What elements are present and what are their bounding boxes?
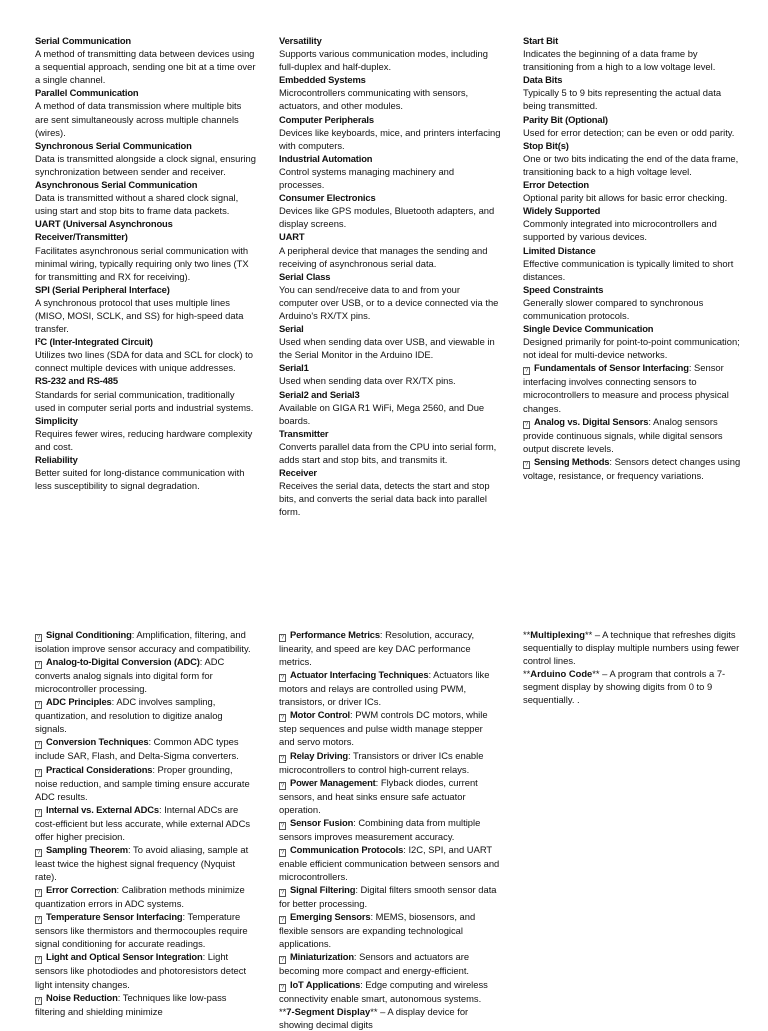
glossary-entry [279, 388, 501, 427]
entry-term: SPI (Serial Peripheral Interface) [35, 283, 170, 295]
entry-definition: : Resolution, accuracy, linearity, and speed are key DAC performance metrics. [279, 629, 475, 668]
entry-definition: : Sensor interfacing involves connecting sensors to microcontrollers to measure and process physical changes. [523, 362, 729, 414]
entry-definition: : I2C, SPI, and UART enable efficient communication between sensors and microcontrollers. [279, 843, 500, 883]
entry-definition: : Proper grounding, noise reduction, and sample timing ensure accurate ADC results. [35, 763, 250, 802]
entry-term: Parity Bit (Optional) [523, 113, 608, 125]
bullet-box-icon: ? [524, 421, 529, 428]
entry-definition: : PWM controls DC motors, while step sequences and pulse width manage stepper and servo motors. [279, 709, 488, 748]
entry-term: UART [279, 231, 305, 243]
entry-term: Practical Considerations [46, 763, 153, 775]
entry-term: Serial2 and Serial3 [279, 388, 360, 400]
entry-term: Internal vs. External ADCs [46, 803, 159, 815]
entry-term: UART (Universal Asynchronous Receiver/Transmitter) [35, 218, 173, 243]
bullet-entry [279, 816, 501, 843]
entry-term: Receiver [279, 467, 317, 479]
bullet-box-icon: ? [36, 662, 41, 669]
glossary-entry [35, 414, 257, 453]
entry-term: Emerging Sensors [290, 911, 371, 923]
bullet-entry [35, 628, 257, 655]
bullet-box-icon: ? [36, 890, 41, 897]
entry-term: ADC Principles [46, 696, 112, 708]
entry-term: Motor Control [290, 709, 351, 721]
entry-definition: Data is transmitted without a shared clock signal, using start and stop bits to frame data packets. [35, 192, 239, 217]
bullet-box-icon: ? [280, 755, 285, 762]
entry-term: Asynchronous Serial Communication [35, 179, 198, 191]
top-column-3 [523, 34, 745, 482]
bullet-box-icon: ? [36, 917, 41, 924]
entry-term: Actuator Interfacing Techniques [290, 669, 429, 681]
entry-definition: : To avoid aliasing, sample at least twice the highest signal frequency (Nyquist rate). [35, 843, 249, 883]
bullet-entry [35, 950, 257, 990]
bullet-entry [279, 978, 501, 1005]
entry-definition: Used for error detection; can be even or odd parity. [523, 126, 735, 138]
bullet-box-icon: ? [280, 715, 285, 722]
glossary-entry [279, 113, 501, 152]
bullet-entry [279, 883, 501, 910]
entry-term: Noise Reduction [46, 991, 118, 1003]
glossary-entry [35, 283, 257, 335]
entry-definition: Receives the serial data, detects the start and stop bits, and converts the serial data back into parallel form. [279, 480, 490, 518]
entry-definition: : Actuators like motors and relays are controlled using PWM, transistors, or driver ICs. [279, 669, 490, 708]
glossary-entry [35, 453, 257, 492]
entry-definition: : Common ADC types include SAR, Flash, and Delta-Sigma converters. [35, 736, 239, 762]
entry-definition: Used when sending data over RX/TX pins. [279, 375, 456, 387]
bullet-entry [279, 843, 501, 883]
glossary-entry [35, 178, 257, 217]
entry-term: Temperature Sensor Interfacing [46, 911, 183, 923]
entry-definition: : Internal ADCs are cost-efficient but less accurate, while external ADCs offer higher precision. [35, 803, 251, 842]
entry-term: Data Bits [523, 74, 563, 86]
entry-term: Signal Conditioning [46, 629, 132, 640]
bullet-box-icon: ? [280, 635, 285, 641]
glossary-entry [523, 283, 745, 322]
bullet-entry [35, 910, 257, 950]
entry-definition: One or two bits indicating the end of the data frame, transitioning back to a high voltage level. [523, 152, 739, 177]
bullet-entry [35, 655, 257, 695]
entry-definition: Devices like GPS modules, Bluetooth adapters, and display screens. [279, 205, 495, 230]
entry-definition: : Techniques like low-pass filtering and shielding minimize [35, 991, 227, 1017]
glossary-entry [35, 139, 257, 178]
entry-definition: : Combining data from multiple sensors improves measurement accuracy. [279, 816, 481, 842]
entry-term: Consumer Electronics [279, 192, 376, 204]
bullet-box-icon: ? [280, 890, 285, 897]
bullet-entry [35, 803, 257, 843]
entry-term: Signal Filtering [290, 884, 356, 896]
top-column-1 [35, 34, 257, 492]
entry-term: Fundamentals of Sensor Interfacing [534, 362, 689, 374]
bullet-box-icon: ? [524, 368, 529, 375]
glossary-entry [35, 217, 257, 282]
glossary-entry [523, 244, 745, 283]
bullet-entry [279, 950, 501, 977]
entry-term: Versatility [279, 35, 322, 46]
bullet-entry [279, 628, 501, 668]
glossary-entry [279, 191, 501, 230]
entry-definition: Converts parallel data from the CPU into serial form, adds start and stop bits, and transmits it. [279, 440, 497, 465]
entry-definition: Used when sending data over USB, and viewable in the Serial Monitor in the Arduino IDE. [279, 336, 495, 361]
entry-definition: Effective communication is typically limited to short distances. [523, 257, 734, 282]
bottom-column-1 [35, 628, 257, 1018]
entry-definition: Generally slower compared to synchronous communication protocols. [523, 296, 704, 321]
entry-definition: : Amplification, filtering, and isolation improve sensor accuracy and compatibility. [35, 629, 251, 654]
markdown-entry [523, 628, 745, 667]
entry-definition: ** – A technique that refreshes digits sequentially to display multiple numbers using fewer control lines. [523, 629, 740, 667]
bullet-box-icon: ? [280, 782, 285, 789]
entry-definition: You can send/receive data to and from your computer over USB, or to a device connected via the Arduino's RX/TX pins. [279, 283, 499, 321]
markdown-entry [279, 1005, 501, 1031]
glossary-entry [523, 113, 745, 139]
entry-term: Error Correction [46, 884, 117, 896]
entry-definition: : Calibration methods minimize quantization errors in ADC systems. [35, 884, 245, 910]
entry-prefix: ** [523, 668, 531, 680]
entry-term: I²C (Inter-Integrated Circuit) [35, 336, 153, 348]
entry-definition: Commonly integrated into microcontrollers and supported by various devices. [523, 218, 717, 243]
entry-term: Sampling Theorem [46, 843, 128, 855]
glossary-entry [279, 427, 501, 466]
bullet-box-icon: ? [280, 675, 285, 682]
entry-term: 7-Segment Display [286, 1005, 371, 1017]
bullet-entry [523, 415, 745, 455]
bullet-box-icon: ? [280, 957, 285, 964]
bottom-column-2 [279, 628, 501, 1031]
glossary-entry [523, 204, 745, 243]
glossary-entry [279, 34, 501, 73]
entry-term: Serial Class [279, 270, 331, 282]
entry-definition: Typically 5 to 9 bits representing the actual data being transmitted. [523, 87, 722, 112]
glossary-entry [279, 73, 501, 112]
entry-term: Analog vs. Digital Sensors [534, 415, 649, 427]
entry-term: Performance Metrics [290, 629, 380, 640]
glossary-entry [523, 322, 745, 361]
bullet-box-icon: ? [36, 635, 41, 641]
entry-term: Computer Peripherals [279, 113, 374, 125]
entry-term: Serial Communication [35, 35, 131, 46]
bullet-entry [35, 763, 257, 803]
entry-definition: ** – A program that controls a 7-segment display by showing digits from 0 to 9 sequentially. . [523, 668, 726, 706]
entry-definition: : Analog sensors provide continuous signals, while digital sensors output discrete levels. [523, 415, 723, 454]
entry-term: Industrial Automation [279, 152, 373, 164]
bullet-entry [279, 708, 501, 748]
glossary-entry [279, 361, 501, 387]
bullet-box-icon: ? [280, 849, 285, 856]
entry-definition: : Edge computing and wireless connectivity enable smart, autonomous systems. [279, 978, 488, 1004]
bullet-box-icon: ? [280, 822, 285, 829]
entry-definition: Supports various communication modes, including full-duplex and half-duplex. [279, 48, 488, 73]
entry-definition: : Transistors or driver ICs enable microcontrollers to control high-current relays. [279, 749, 484, 775]
glossary-entry [35, 34, 257, 86]
entry-term: Multiplexing [530, 629, 585, 640]
entry-term: Single Device Communication [523, 323, 654, 335]
entry-definition: Data is transmitted alongside a clock signal, ensuring synchronization between sender and receiver. [35, 152, 256, 177]
bullet-entry [35, 991, 257, 1018]
glossary-entry [279, 466, 501, 518]
bullet-entry [279, 776, 501, 816]
entry-definition: Facilitates asynchronous serial communication with minimal wiring, typically requiring only two lines (TX for transmitting and RX for receiving). [35, 244, 249, 282]
entry-term: Arduino Code [530, 668, 593, 680]
bullet-box-icon: ? [280, 984, 285, 991]
entry-definition: ** – A display device for showing decimal digits [279, 1005, 469, 1030]
entry-definition: : ADC involves sampling, quantization, and resolution to digitize analog signals. [35, 696, 223, 735]
entry-prefix: ** [523, 629, 531, 640]
bullet-box-icon: ? [36, 849, 41, 856]
bullet-entry [523, 361, 745, 414]
entry-term: Light and Optical Sensor Integration [46, 951, 203, 963]
entry-term: Error Detection [523, 179, 589, 191]
entry-term: Relay Driving [290, 749, 348, 761]
entry-term: Speed Constraints [523, 283, 604, 295]
entry-definition: : Sensors detect changes using voltage, resistance, or frequency variations. [523, 455, 741, 481]
entry-term: Miniaturization [290, 951, 354, 963]
bullet-entry [523, 455, 745, 482]
entry-term: Limited Distance [523, 244, 596, 256]
glossary-entry [523, 34, 745, 73]
glossary-entry [279, 230, 501, 269]
entry-term: Embedded Systems [279, 74, 366, 86]
entry-definition: : ADC converts analog signals into digital form for microcontroller processing. [35, 656, 225, 695]
bullet-entry [279, 668, 501, 708]
entry-definition: Microcontrollers communicating with sensors, actuators, and other modules. [279, 87, 469, 112]
entry-term: Reliability [35, 454, 78, 465]
bullet-box-icon: ? [36, 702, 41, 709]
entry-term: Sensor Fusion [290, 816, 354, 828]
entry-term: Power Management [290, 776, 376, 788]
entry-definition: Control systems managing machinery and processes. [279, 165, 455, 191]
top-column-2 [279, 34, 501, 518]
glossary-entry [279, 322, 501, 361]
entry-term: Widely Supported [523, 205, 601, 217]
entry-term: Serial [279, 323, 304, 335]
entry-term: Conversion Techniques [46, 736, 149, 748]
entry-term: Serial1 [279, 362, 309, 374]
bullet-box-icon: ? [36, 769, 41, 776]
entry-prefix: ** [279, 1005, 287, 1017]
glossary-entry [279, 270, 501, 322]
entry-definition: Optional parity bit allows for basic error checking. [523, 192, 728, 204]
glossary-entry [35, 374, 257, 413]
entry-definition: Indicates the beginning of a data frame by transitioning from a high to a low voltage level. [523, 48, 716, 73]
entry-definition: : Flyback diodes, current sensors, and heat sinks ensure safe actuator operation. [279, 776, 478, 815]
bullet-entry [35, 735, 257, 762]
bullet-entry [279, 749, 501, 776]
glossary-entry [523, 139, 745, 178]
entry-definition: Requires fewer wires, reducing hardware complexity and cost. [35, 427, 253, 452]
entry-definition: A method of data transmission where multiple bits are sent simultaneously across multiple channels (wires). [35, 100, 242, 138]
entry-definition: : Sensors and actuators are becoming more compact and energy-efficient. [279, 951, 470, 977]
glossary-entry [523, 73, 745, 112]
entry-definition: Utilizes two lines (SDA for data and SCL for clock) to connect multiple devices with unique addresses. [35, 349, 253, 374]
bullet-entry [279, 910, 501, 950]
entry-definition: A method of transmitting data between devices using a sequential approach, sending one bit at a time over a single channel. [35, 48, 256, 86]
entry-definition: Standards for serial communication, traditionally used in computer serial ports and industrial systems. [35, 388, 254, 413]
entry-term: Parallel Communication [35, 87, 139, 99]
bullet-entry [35, 695, 257, 735]
glossary-entry [35, 86, 257, 138]
entry-term: Synchronous Serial Communication [35, 139, 192, 151]
entry-definition: : Digital filters smooth sensor data for better processing. [279, 884, 497, 910]
entry-term: IoT Applications [290, 978, 361, 990]
bullet-box-icon: ? [36, 809, 41, 816]
entry-definition: Designed primarily for point-to-point communication; not ideal for multi-device networks. [523, 336, 740, 361]
entry-term: Stop Bit(s) [523, 139, 569, 151]
entry-term: Start Bit [523, 35, 559, 46]
entry-definition: A synchronous protocol that uses multiple lines (MISO, MOSI, SCLK, and SS) for high-speed data transfer. [35, 296, 244, 335]
entry-definition: : Light sensors like photodiodes and photoresistors detect light intensity changes. [35, 951, 247, 990]
bullet-box-icon: ? [524, 461, 529, 468]
bottom-column-3 [523, 628, 745, 707]
entry-definition: A peripheral device that manages the sending and receiving of asynchronous serial data. [279, 244, 488, 269]
entry-definition: Available on GIGA R1 WiFi, Mega 2560, and Due boards. [279, 401, 485, 426]
entry-term: Communication Protocols [290, 843, 404, 855]
entry-term: Simplicity [35, 414, 78, 426]
glossary-entry [279, 152, 501, 191]
entry-term: Sensing Methods [534, 455, 610, 467]
entry-definition: : Temperature sensors like thermistors and thermocouples require signal conditioning for accurate readings. [35, 911, 248, 950]
glossary-entry [35, 335, 257, 374]
markdown-entry [523, 667, 745, 706]
entry-definition: Better suited for long-distance communication with less susceptibility to signal degradation. [35, 467, 245, 492]
bullet-entry [35, 883, 257, 910]
entry-term: Analog-to-Digital Conversion (ADC) [46, 656, 200, 668]
entry-term: RS-232 and RS-485 [35, 375, 118, 387]
glossary-entry [523, 178, 745, 204]
entry-term: Transmitter [279, 427, 329, 439]
bullet-entry [35, 843, 257, 883]
bullet-box-icon: ? [36, 957, 41, 964]
bullet-box-icon: ? [280, 917, 285, 924]
entry-definition: Devices like keyboards, mice, and printers interfacing with computers. [279, 126, 501, 151]
entry-definition: : MEMS, biosensors, and flexible sensors are expanding technological applications. [279, 911, 476, 950]
bullet-box-icon: ? [36, 742, 41, 749]
bullet-box-icon: ? [36, 997, 41, 1004]
